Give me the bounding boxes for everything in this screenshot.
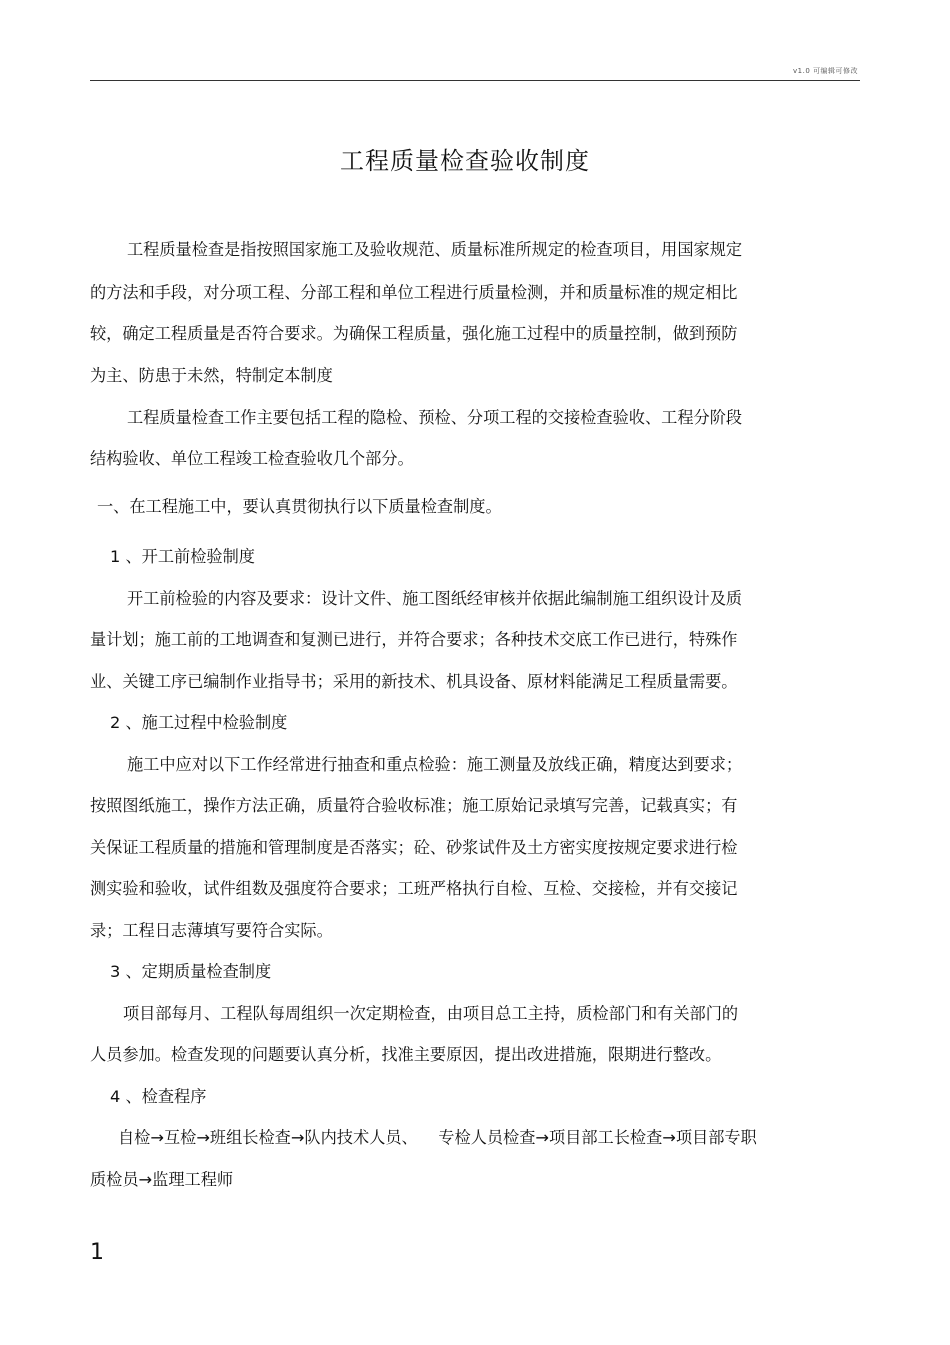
paragraph-line: 测实验和验收，试件组数及强度符合要求；工班严格执行自检、互检、交接检，并有交接记 [90, 879, 738, 898]
paragraph-line: 录；工程日志薄填写要符合实际。 [90, 921, 333, 940]
document-title: 工程质量检查验收制度 [340, 147, 590, 175]
header-rule [90, 80, 860, 81]
paragraph-line: 为主、防患于未然，特制定本制度 [90, 366, 333, 385]
paragraph-line: 较，确定工程质量是否符合要求。为确保工程质量，强化施工过程中的质量控制，做到预防 [90, 324, 738, 343]
paragraph-line: 的方法和手段，对分项工程、分部工程和单位工程进行质量检测，并和质量标准的规定相比 [90, 283, 738, 302]
paragraph-line: 工程质量检查工作主要包括工程的隐检、预检、分项工程的交接检查验收、工程分阶段 [127, 408, 743, 427]
paragraph-line: 施工中应对以下工作经常进行抽查和重点检验：施工测量及放线正确，精度达到要求； [127, 755, 743, 774]
paragraph-line: 按照图纸施工，操作方法正确，质量符合验收标准；施工原始记录填写完善，记载真实；有 [90, 796, 738, 815]
paragraph-line: 项目部每月、工程队每周组织一次定期检查，由项目总工主持，质检部门和有关部门的 [123, 1004, 739, 1023]
paragraph-line: 质检员→监理工程师 [90, 1170, 234, 1189]
section-heading: 一、在工程施工中，要认真贯彻执行以下质量检查制度。 [97, 497, 502, 516]
paragraph-line: 关保证工程质量的措施和管理制度是否落实；砼、砂浆试件及土方密实度按规定要求进行检 [90, 838, 738, 857]
page-number: 1 [90, 1240, 104, 1265]
paragraph-line: 自检→互检→班组长检查→队内技术人员、 专检人员检查→项目部工长检查→项目部专职 [118, 1128, 757, 1147]
paragraph-line: 人员参加。检查发现的问题要认真分析，找准主要原因，提出改进措施，限期进行整改。 [90, 1045, 722, 1064]
paragraph-line: 开工前检验的内容及要求：设计文件、施工图纸经审核并依据此编制施工组织设计及质 [127, 589, 743, 608]
subsection-heading: 2 、施工过程中检验制度 [110, 713, 288, 732]
paragraph-line: 业、关键工序已编制作业指导书；采用的新技术、机具设备、原材料能满足工程质量需要。 [90, 672, 738, 691]
subsection-heading: 3 、定期质量检查制度 [110, 962, 272, 981]
subsection-heading: 4 、检查程序 [110, 1087, 207, 1106]
paragraph-line: 结构验收、单位工程竣工检查验收几个部分。 [90, 449, 414, 468]
paragraph-line: 工程质量检查是指按照国家施工及验收规范、质量标准所规定的检查项目，用国家规定 [127, 240, 743, 259]
subsection-heading: 1 、开工前检验制度 [110, 547, 255, 566]
paragraph-line: 量计划；施工前的工地调查和复测已进行，并符合要求；各种技术交底工作已进行，特殊作 [90, 630, 738, 649]
header-note: v1.0 可编辑可修改 [793, 67, 858, 75]
